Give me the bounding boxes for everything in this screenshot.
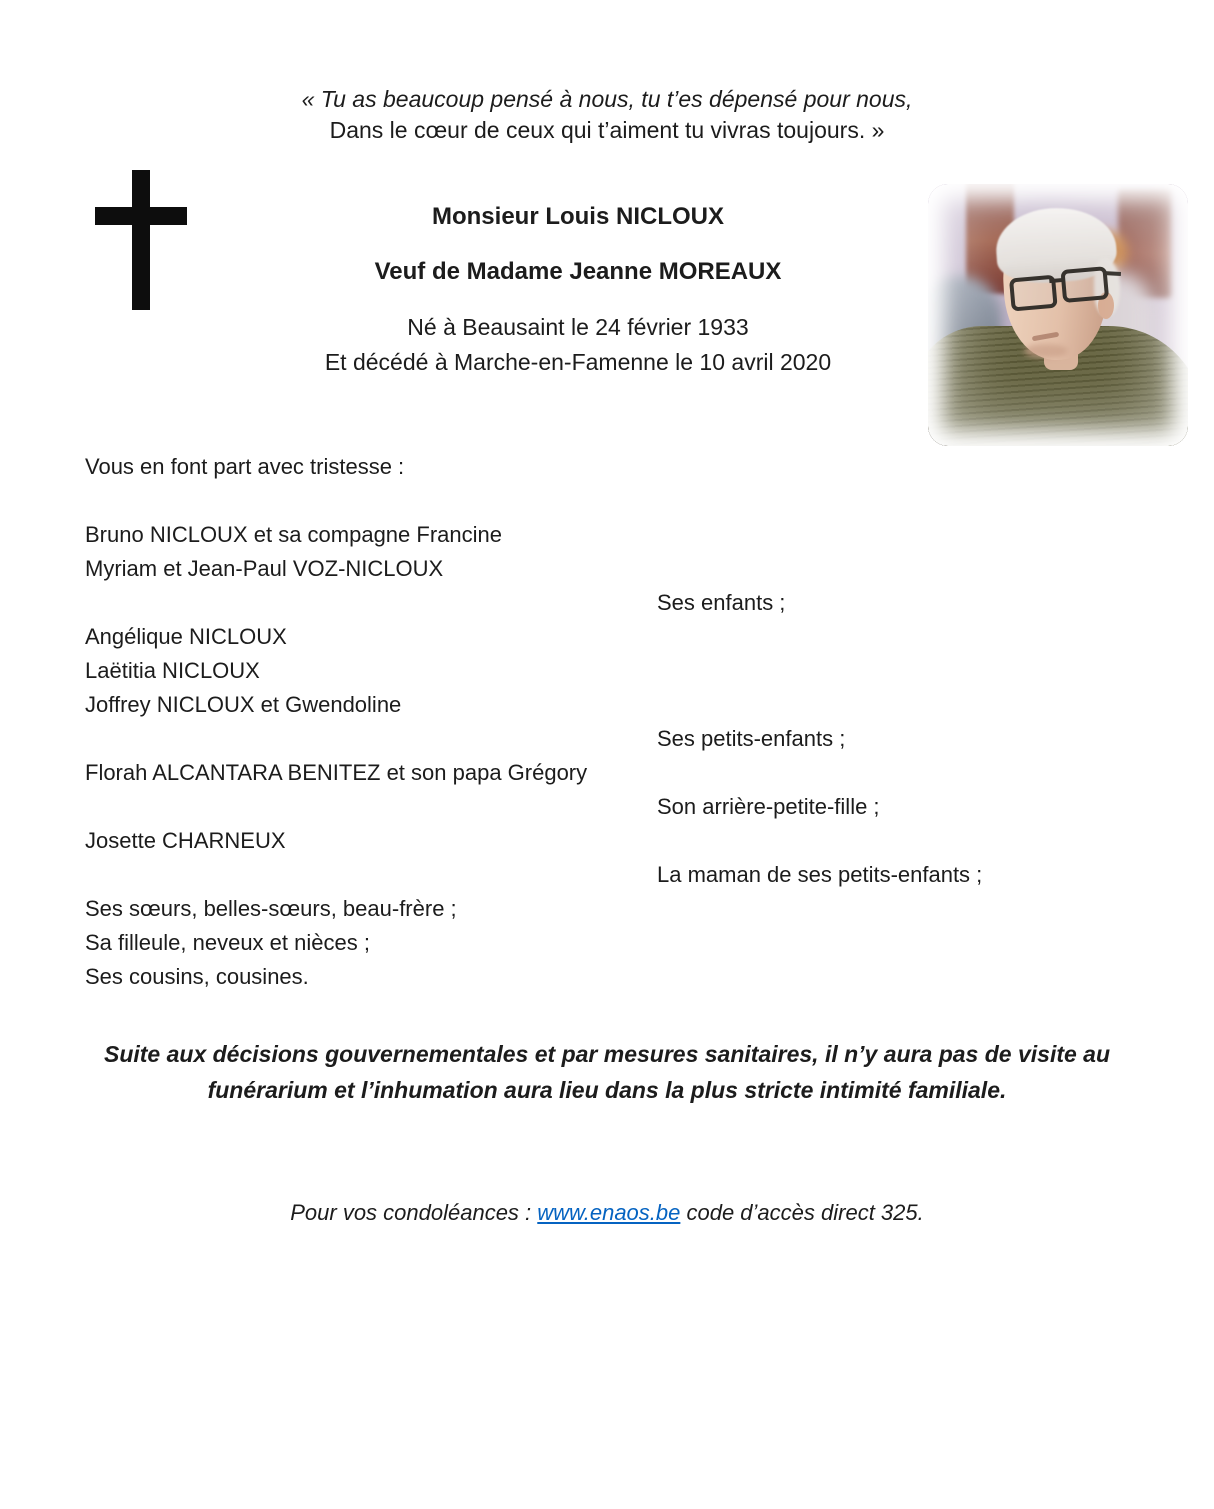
birth-line: Né à Beausaint le 24 février 1933	[407, 314, 749, 340]
death-line: Et décédé à Marche-en-Famenne le 10 avril 2020	[324, 349, 832, 375]
family-line: Bruno NICLOUX et sa compagne Francine	[85, 522, 502, 547]
family-line: Josette CHARNEUX	[85, 828, 286, 853]
family-line: Myriam et Jean-Paul VOZ-NICLOUX	[85, 556, 444, 581]
family-line: Ses cousins, cousines.	[85, 964, 309, 989]
latin-cross-icon	[95, 170, 187, 310]
family-line: Florah ALCANTARA BENITEZ et son papa Grégory	[85, 760, 588, 785]
sanitary-notice	[85, 1036, 1129, 1108]
relation-label: Ses enfants ;	[657, 590, 786, 615]
sanitary-notice-line2: funérarium et l’inhumation aura lieu dans la plus stricte intimité familiale.	[207, 1077, 1007, 1103]
family-line: Sa filleule, neveux et nièces ;	[85, 930, 370, 955]
family-line: Laëtitia NICLOUX	[85, 658, 260, 683]
portrait-photo	[928, 184, 1188, 446]
condolences-suffix: code d’accès direct 325.	[680, 1200, 924, 1225]
sanitary-notice-line1: Suite aux décisions gouvernementales et par mesures sanitaires, il n’y aura pas de visite au	[103, 1041, 1111, 1067]
deceased-widower-line: Veuf de Madame Jeanne MOREAUX	[374, 258, 782, 285]
announcement-intro: Vous en font part avec tristesse :	[85, 454, 405, 479]
relation-label: La maman de ses petits-enfants ;	[657, 862, 983, 887]
family-list	[85, 518, 1125, 994]
deceased-name: Monsieur Louis NICLOUX	[431, 203, 724, 230]
photo-vignette	[928, 184, 1188, 446]
family-line: Joffrey NICLOUX et Gwendoline	[85, 692, 402, 717]
memorial-quote-line1: « Tu as beaucoup pensé à nous, tu t’es dépensé pour nous,	[301, 86, 913, 112]
family-line: Ses sœurs, belles-sœurs, beau-frère ;	[85, 896, 457, 921]
memorial-quote-line2: Dans le cœur de ceux qui t’aiment tu vivras toujours. »	[329, 117, 885, 143]
family-line: Angélique NICLOUX	[85, 624, 287, 649]
cross-vertical-bar	[132, 170, 150, 310]
condolences-prefix: Pour vos condoléances :	[290, 1200, 538, 1225]
relation-label: Son arrière-petite-fille ;	[657, 794, 880, 819]
relation-label: Ses petits-enfants ;	[657, 726, 846, 751]
condolences-line	[0, 1200, 1214, 1226]
memorial-quote	[0, 84, 1214, 146]
condolences-link[interactable]: www.enaos.be	[537, 1200, 681, 1225]
